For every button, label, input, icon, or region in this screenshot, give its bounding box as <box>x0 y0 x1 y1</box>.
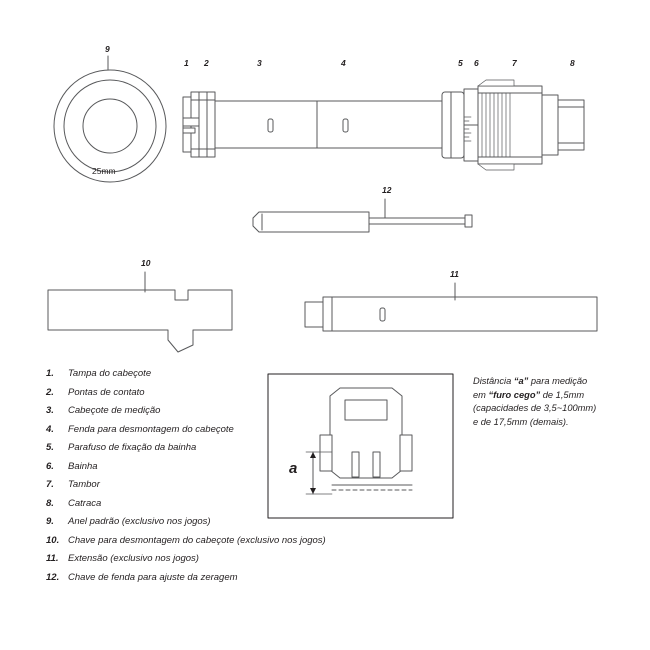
legend-number: 3. <box>46 405 54 416</box>
legend-number: 11. <box>46 553 59 564</box>
list-item <box>42 535 372 546</box>
legend-label: Anel padrão (exclusivo nos jogos) <box>68 516 211 527</box>
list-item <box>42 479 372 490</box>
list-item <box>42 572 372 583</box>
note-line-1-post: para medição <box>528 376 588 386</box>
legend-label: Extensão (exclusivo nos jogos) <box>68 553 199 564</box>
ring-dimension-label: 25mm <box>92 166 116 176</box>
callout-11: 11 <box>450 269 459 279</box>
list-item <box>42 442 372 453</box>
note-line-1 <box>473 375 643 389</box>
part-standard-ring <box>54 56 166 182</box>
legend-label: Chave para desmontagem do cabeçote (exclusivo nos jogos) <box>68 534 326 546</box>
legend-number: 6. <box>46 460 54 472</box>
legend-number: 9. <box>46 516 54 527</box>
legend-number: 4. <box>46 423 54 435</box>
legend-number: 12. <box>46 571 60 583</box>
callout-10: 10 <box>141 258 151 268</box>
legend-label: Bainha <box>68 460 98 472</box>
part-wrench <box>48 272 232 352</box>
list-item <box>42 498 372 509</box>
list-item <box>42 461 372 472</box>
callout-6: 6 <box>474 58 479 68</box>
callout-7: 7 <box>512 58 517 68</box>
callout-9: 9 <box>105 44 110 54</box>
list-item <box>42 424 372 435</box>
callout-2: 2 <box>204 58 209 68</box>
legend-label: Tampa do cabeçote <box>68 368 152 379</box>
legend-number: 1. <box>46 368 54 379</box>
legend-label: Fenda para desmontagem do cabeçote <box>68 423 234 435</box>
legend-number: 10. <box>46 534 60 546</box>
note-line-3: (capacidades de 3,5~100mm) <box>473 403 597 413</box>
note-line-2-post: de 1,5mm <box>540 389 585 400</box>
note-line-4: e de 17,5mm (demais). <box>473 416 569 427</box>
note-line-2 <box>473 389 643 403</box>
callout-12: 12 <box>382 185 392 195</box>
detail-note <box>473 375 643 429</box>
legend-label: Tambor <box>68 479 100 490</box>
callout-5: 5 <box>458 58 463 68</box>
detail-dimension-letter: a <box>289 460 298 477</box>
legend-label: Cabeçote de medição <box>68 405 161 416</box>
callout-4: 4 <box>341 58 346 68</box>
part-extension <box>305 283 597 331</box>
legend-number: 5. <box>46 442 54 453</box>
note-line-1-bold: “a” <box>513 376 529 386</box>
note-line-2-bold: “furo cego” <box>488 389 541 400</box>
list-item <box>42 516 372 527</box>
part-micrometer <box>183 80 584 170</box>
list-item <box>42 405 372 416</box>
list-item <box>42 553 372 564</box>
note-line-2-pre: em <box>473 389 489 400</box>
part-screwdriver <box>253 199 472 232</box>
legend-label: Catraca <box>68 497 102 509</box>
legend-label: Pontas de contato <box>68 386 145 398</box>
list-item <box>42 387 372 398</box>
legend-number: 7. <box>46 479 54 490</box>
list-item <box>42 368 372 379</box>
legend-label: Parafuso de fixação da bainha <box>68 442 197 453</box>
legend-label: Chave de fenda para ajuste da zeragem <box>68 571 238 583</box>
legend-number: 2. <box>46 386 54 398</box>
callout-8: 8 <box>570 58 575 68</box>
callout-1: 1 <box>184 58 189 68</box>
legend-number: 8. <box>46 497 54 509</box>
legend-list <box>42 368 372 590</box>
callout-3: 3 <box>257 58 262 68</box>
note-line-1-pre: Distância <box>473 376 514 386</box>
